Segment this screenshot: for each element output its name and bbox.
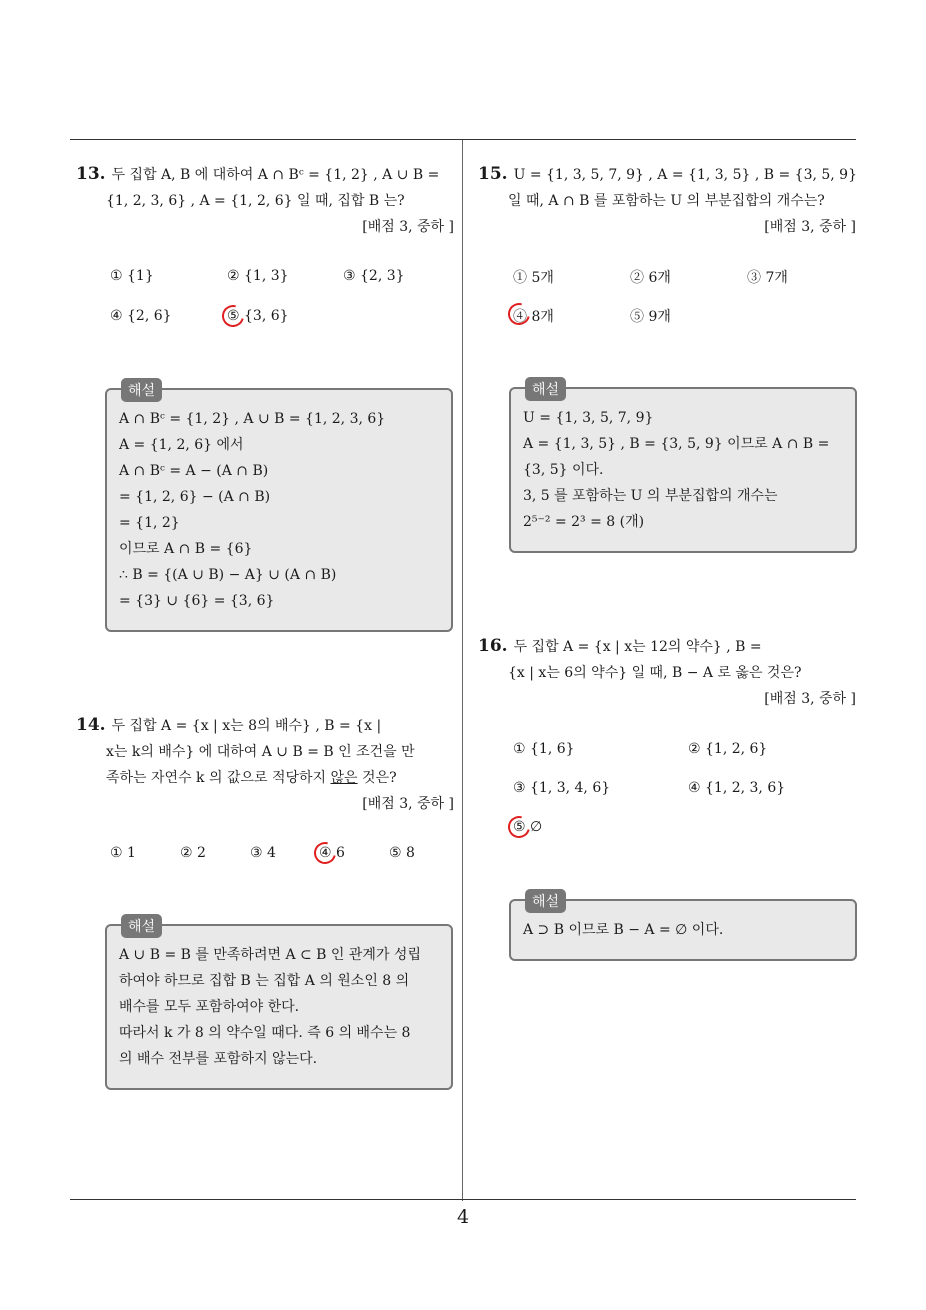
choice-4[interactable]: ④ {2, 6}: [110, 308, 172, 324]
question-text: {x | x는 6의 약수} 일 때, B − A 로 옳은 것은?: [508, 665, 802, 681]
answer-mark: [504, 812, 534, 842]
choice-2[interactable]: ② 6개: [630, 270, 671, 286]
solution-line: A ∪ B = B 를 만족하려면 A ⊂ B 인 관계가 성립: [119, 947, 421, 963]
score-label: [배점 3, 중하 ]: [764, 219, 856, 235]
choice-1[interactable]: ① 1: [110, 845, 136, 861]
solution-tag: 해설: [121, 914, 162, 938]
question-text: 두 집합 A, B 에 대하여 A ∩ Bᶜ = {1, 2} , A ∪ B =: [111, 167, 440, 183]
bottom-rule: [70, 1199, 856, 1200]
choice-1[interactable]: ① {1}: [110, 268, 154, 284]
question-number: 15.: [478, 164, 508, 184]
question-text: 족하는 자연수 k 의 값으로 적당하지 않은 것은?: [106, 770, 397, 786]
choice-1[interactable]: ① {1, 6}: [513, 741, 575, 757]
choice-3[interactable]: ③ 7개: [747, 270, 788, 286]
solution-line: 이므로 A ∩ B = {6}: [119, 541, 253, 557]
solution-line: 의 배수 전부를 포함하지 않는다.: [119, 1051, 318, 1067]
solution-line: = {1, 2}: [119, 515, 180, 531]
solution-line: = {1, 2, 6} − (A ∩ B): [119, 489, 271, 505]
solution-line: = {3} ∪ {6} = {3, 6}: [119, 593, 275, 609]
question-text: 두 집합 A = {x | x는 8의 배수} , B = {x |: [111, 718, 382, 734]
question-number: 14.: [76, 715, 106, 735]
choice-2[interactable]: ② {1, 3}: [227, 268, 289, 284]
choice-2[interactable]: ② {1, 2, 6}: [688, 741, 768, 757]
emphasis-underline: 않은: [330, 770, 358, 786]
choice-5[interactable]: ⑤ 9개: [630, 309, 671, 325]
question-number: 16.: [478, 636, 508, 656]
choice-4[interactable]: ④ {1, 2, 3, 6}: [688, 780, 786, 796]
solution-box: [105, 383, 453, 632]
solution-line: A = {1, 2, 6} 에서: [119, 437, 244, 453]
choice-4[interactable]: ④ 8개: [513, 309, 554, 325]
solution-tag: 해설: [525, 377, 566, 401]
choice-5[interactable]: ⑤ {3, 6}: [227, 308, 289, 324]
solution-line: A ⊃ B 이므로 B − A = ∅ 이다.: [523, 922, 724, 938]
solution-tag: 해설: [121, 378, 162, 402]
choice-4[interactable]: ④ 6: [319, 845, 345, 861]
question-text: U = {1, 3, 5, 7, 9} , A = {1, 3, 5} , B = {3, 5, 9}: [513, 167, 857, 183]
answer-mark: [310, 838, 340, 868]
question-number: 13.: [76, 164, 106, 184]
page-number: 4: [456, 1206, 470, 1228]
solution-line: 하여야 하므로 집합 B 는 집합 A 의 원소인 8 의: [119, 973, 410, 989]
top-rule: [70, 139, 856, 140]
choice-3[interactable]: ③ {1, 3, 4, 6}: [513, 780, 611, 796]
choice-3[interactable]: ③ {2, 3}: [343, 268, 405, 284]
solution-line: 따라서 k 가 8 의 약수일 때다. 즉 6 의 배수는 8: [119, 1025, 411, 1041]
solution-tag: 해설: [525, 889, 566, 913]
question-text: 두 집합 A = {x | x는 12의 약수} , B =: [513, 639, 762, 655]
solution-box: [509, 382, 857, 553]
solution-line: ∴ B = {(A ∪ B) − A} ∪ (A ∩ B): [119, 567, 337, 583]
choice-5[interactable]: ⑤ 8: [389, 845, 415, 861]
question-text: {1, 2, 3, 6} , A = {1, 2, 6} 일 때, 집합 B 는?: [106, 193, 405, 209]
solution-box: [509, 894, 857, 961]
question-text: x는 k의 배수} 에 대하여 A ∪ B = B 인 조건을 만: [106, 744, 415, 760]
question-16: [478, 633, 856, 712]
question-text: 일 때, A ∩ B 를 포함하는 U 의 부분집합의 개수는?: [508, 193, 825, 209]
question-15: [478, 161, 856, 240]
solution-line: {3, 5} 이다.: [523, 462, 604, 478]
solution-box: [105, 919, 453, 1090]
solution-line: 3, 5 를 포함하는 U 의 부분집합의 개수는: [523, 488, 778, 504]
question-13: [76, 161, 454, 240]
solution-line: A ∩ Bᶜ = {1, 2} , A ∪ B = {1, 2, 3, 6}: [119, 411, 386, 427]
solution-line: 배수를 모두 포함하여야 한다.: [119, 999, 300, 1015]
choice-5[interactable]: ⑤ ∅: [513, 819, 543, 835]
solution-line: 2⁵⁻² = 2³ = 8 (개): [523, 514, 645, 530]
solution-line: A ∩ Bᶜ = A − (A ∩ B): [119, 463, 269, 479]
answer-mark: [218, 301, 248, 331]
column-divider: [462, 140, 463, 1201]
solution-line: U = {1, 3, 5, 7, 9}: [523, 410, 654, 426]
score-label: [배점 3, 중하 ]: [362, 219, 454, 235]
choice-3[interactable]: ③ 4: [250, 845, 276, 861]
solution-line: A = {1, 3, 5} , B = {3, 5, 9} 이므로 A ∩ B =: [523, 436, 830, 452]
score-label: [배점 3, 중하 ]: [764, 691, 856, 707]
choice-2[interactable]: ② 2: [180, 845, 206, 861]
question-14: [76, 712, 454, 817]
choice-1[interactable]: ① 5개: [513, 270, 554, 286]
score-label: [배점 3, 중하 ]: [362, 796, 454, 812]
